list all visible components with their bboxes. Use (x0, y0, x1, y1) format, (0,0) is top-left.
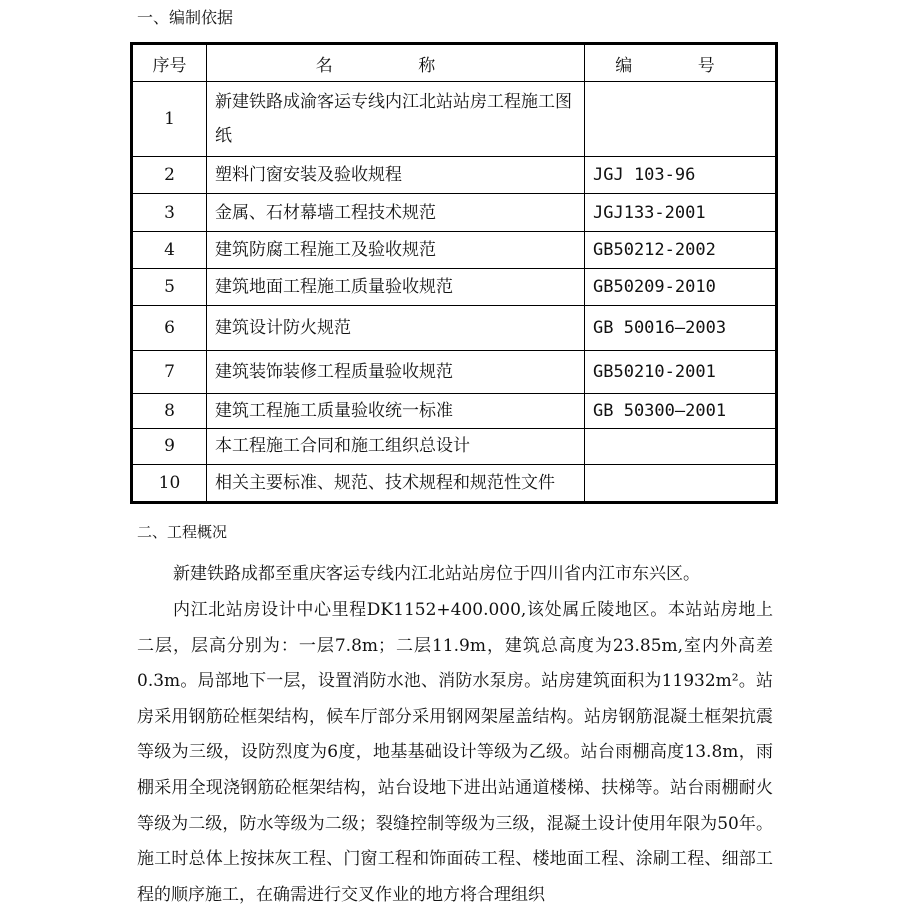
row-name: 相关主要标准、规范、技术规程和规范性文件 (207, 464, 585, 502)
row-number: 1 (132, 82, 207, 157)
row-number: 6 (132, 306, 207, 350)
table-row (132, 156, 777, 193)
section-2-title: 二、工程概况 (137, 523, 228, 541)
row-number: 4 (132, 232, 207, 268)
overview-paragraph-1: 新建铁路成都至重庆客运专线内江北站站房位于四川省内江市东兴区。 (173, 564, 700, 584)
row-name: 建筑地面工程施工质量验收规范 (207, 268, 585, 305)
header-name: 名 称 (207, 44, 585, 82)
row-number: 9 (132, 429, 207, 464)
row-name: 塑料门窗安装及验收规程 (207, 156, 585, 193)
table-row (132, 350, 777, 393)
row-code: GB50209-2010 (585, 268, 777, 305)
row-name: 建筑防腐工程施工及验收规范 (207, 232, 585, 268)
table-row (132, 232, 777, 268)
standards-table (130, 42, 778, 504)
overview-paragraph-2: 内江北站房设计中心里程DK1152+400.000,该处属丘陵地区。本站站房地上二层，层高分别为：一层7.8m；二层11.9m，建筑总高度为23.85m,室内外高差0.3m。局部地下一层，设置消防水池、消防水泵房。站房建筑面积为11932m²。站房采用钢筋砼框架结构，候车厅部分采用钢网架屋盖结构。站房钢筋混凝土框架抗震等级为三级，设防烈度为6度，地基基础设计等级为乙级。站台雨棚高度13.8m，雨棚采用全现浇钢筋砼框架结构，站台设地下进出站通道楼梯、扶梯等。站台雨棚耐火等级为二级，防水等级为二级；裂缝控制等级为三级，混凝土设计使用年限为50年。施工时总体上按抹灰工程、门窗工程和饰面砖工程、楼地面工程、涂刷工程、细部工程的顺序施工，在确需进行交叉作业的地方将合理组织 (137, 600, 773, 905)
row-name: 金属、石材幕墙工程技术规范 (207, 194, 585, 232)
row-code: JGJ 103-96 (585, 156, 777, 193)
row-code: GB 50300—2001 (585, 393, 777, 428)
row-name: 新建铁路成渝客运专线内江北站站房工程施工图纸 (207, 82, 585, 157)
row-code (585, 464, 777, 502)
row-code: GB 50016—2003 (585, 306, 777, 350)
section-1-title: 一、编制依据 (137, 8, 234, 27)
table-row (132, 429, 777, 464)
row-code: JGJ133-2001 (585, 194, 777, 232)
row-number: 5 (132, 268, 207, 305)
row-number: 3 (132, 194, 207, 232)
table-header-row (132, 44, 777, 82)
row-name: 建筑工程施工质量验收统一标准 (207, 393, 585, 428)
row-number: 10 (132, 464, 207, 502)
row-number: 2 (132, 156, 207, 193)
row-code: GB50212-2002 (585, 232, 777, 268)
row-name: 本工程施工合同和施工组织总设计 (207, 429, 585, 464)
table-row (132, 82, 777, 157)
row-code (585, 429, 777, 464)
row-name: 建筑设计防火规范 (207, 306, 585, 350)
row-number: 8 (132, 393, 207, 428)
table-row (132, 268, 777, 305)
header-no: 序号 (132, 44, 207, 82)
header-code: 编 号 (585, 44, 777, 82)
table-row (132, 464, 777, 502)
row-number: 7 (132, 350, 207, 393)
row-code (585, 82, 777, 157)
table-row (132, 194, 777, 232)
row-code: GB50210-2001 (585, 350, 777, 393)
table-row (132, 393, 777, 428)
row-name: 建筑装饰装修工程质量验收规范 (207, 350, 585, 393)
table-row (132, 306, 777, 350)
